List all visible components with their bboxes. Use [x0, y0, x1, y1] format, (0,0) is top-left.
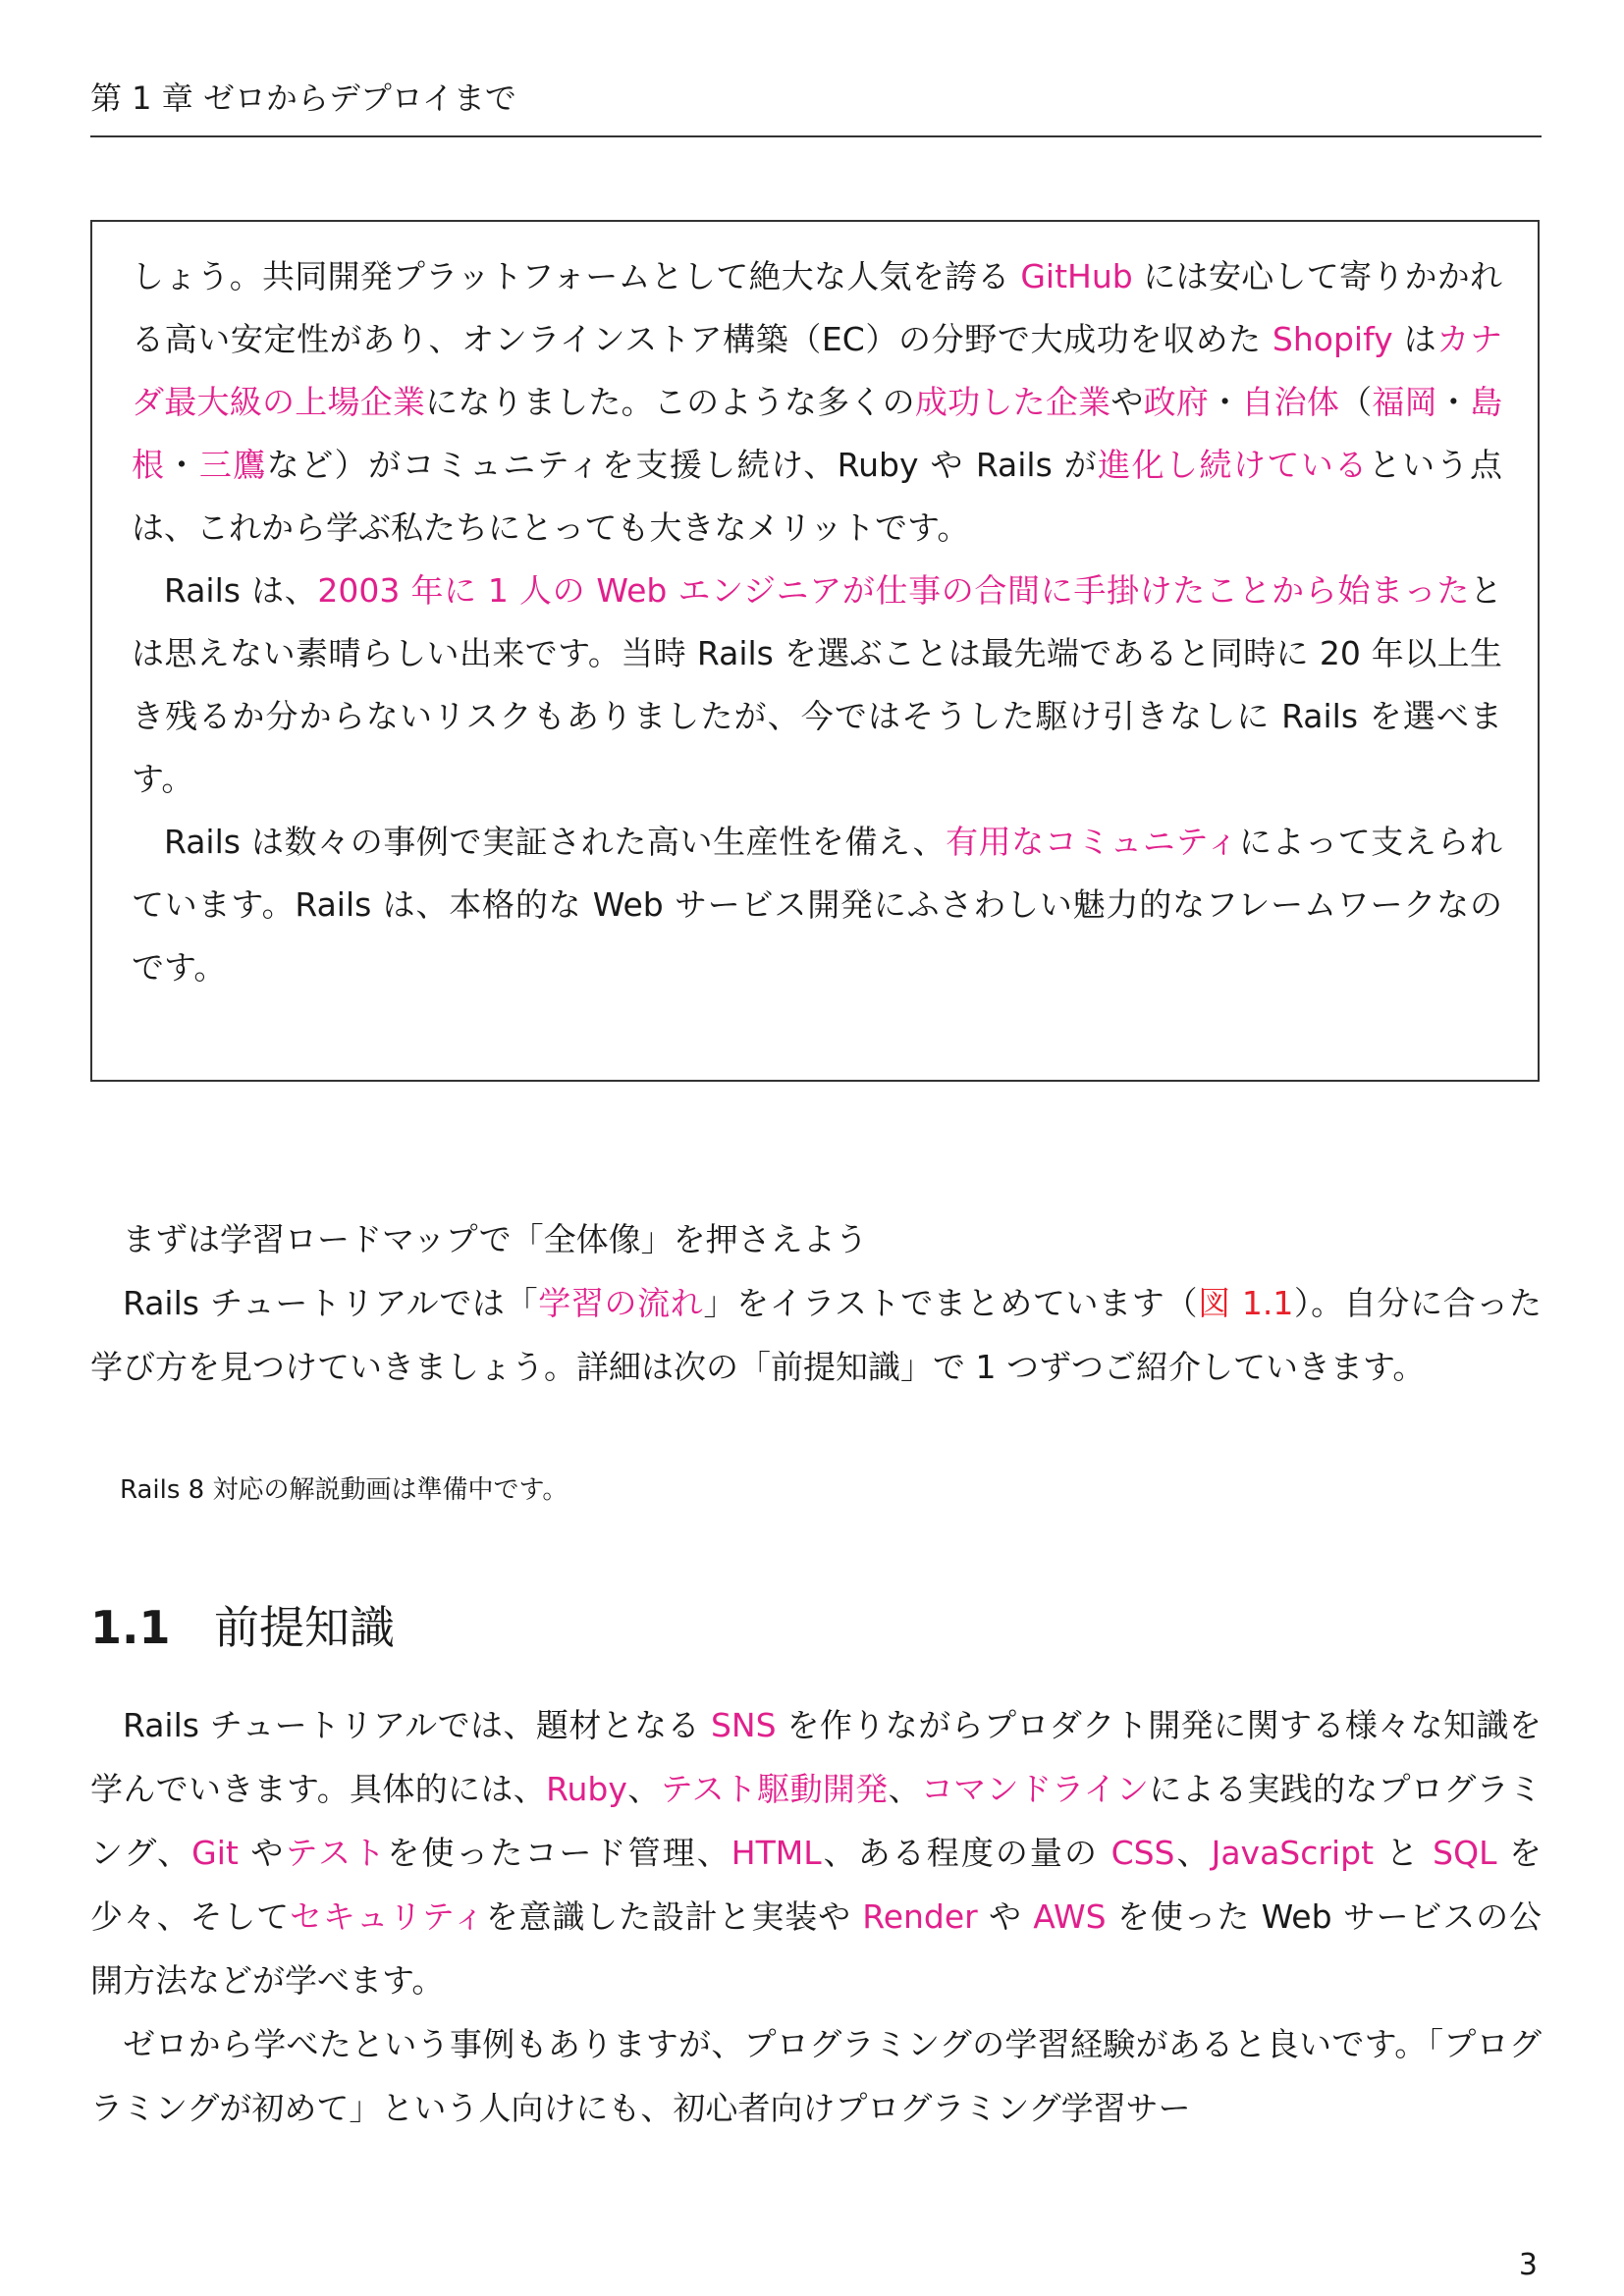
- section-title: 前提知識: [214, 1601, 395, 1654]
- text-link[interactable]: カナダ最大級の上場企業: [132, 320, 1502, 421]
- text-link[interactable]: GitHub: [1020, 257, 1133, 295]
- page-number: 3: [1518, 2248, 1538, 2282]
- boxed-column: [90, 220, 1540, 1082]
- section-body: [90, 1693, 1542, 2140]
- text-run: になりました。このような多くの: [425, 383, 915, 421]
- running-header: 第 1 章 ゼロからデプロイまで: [90, 80, 516, 117]
- text-link[interactable]: コマンドライン: [920, 1770, 1150, 1808]
- section-number: 1.1: [90, 1601, 171, 1654]
- text-link[interactable]: 島根: [132, 383, 1503, 484]
- box-paragraph-1: [132, 245, 1502, 560]
- text-run: という点は、これから学ぶ私たちにとっても大きなメリットです。: [132, 446, 1503, 547]
- text-run: には安心して寄りかかれる高い安定性があり、オンラインストア構築（EC）の分野で大成功を収めた: [132, 257, 1502, 358]
- text-link[interactable]: 成功した企業: [914, 383, 1111, 421]
- text-link[interactable]: 図 1.1: [1198, 1284, 1294, 1322]
- text-run: や: [1110, 383, 1144, 421]
- text-link[interactable]: 進化し続けている: [1098, 446, 1369, 484]
- header-rule: [90, 135, 1542, 137]
- text-run: 、: [626, 1770, 661, 1808]
- text-run: を作りながらプロダクト開発に関する様々な知識を学んでいきます。具体的には、: [90, 1706, 1542, 1808]
- text-run: による実践的なプログラミング、: [90, 1770, 1542, 1872]
- text-run: 、: [888, 1770, 921, 1808]
- text-run: ・: [1209, 383, 1242, 421]
- box-paragraph-2: [132, 560, 1502, 811]
- roadmap-section: [90, 1207, 1542, 1399]
- text-run: 、ある程度の量の: [821, 1834, 1111, 1872]
- text-run: や: [238, 1834, 286, 1872]
- text-run: や: [977, 1897, 1034, 1936]
- text-run: を意識した設計と実装や: [485, 1897, 863, 1936]
- text-run: を使った Web サービスの公開方法などが学べます。: [90, 1897, 1543, 2000]
- text-link[interactable]: JavaScript: [1211, 1834, 1375, 1872]
- section-paragraph-1: [90, 1693, 1542, 2012]
- box-paragraph-3: [132, 811, 1502, 999]
- text-link[interactable]: Render: [862, 1897, 978, 1936]
- roadmap-paragraph: [90, 1271, 1542, 1399]
- text-link[interactable]: 2003 年に 1 人の Web エンジニアが仕事の合間に手掛けたことから始まった: [317, 571, 1470, 610]
- text-run: ）。自分に合った学び方を見つけていきましょう。詳細は次の「前提知識」で 1 つずつご紹介していきます。: [90, 1284, 1543, 1386]
- text-link[interactable]: AWS: [1033, 1897, 1107, 1936]
- text-run: ゼロから学べたという事例もありますが、プログラミングの学習経験があると良いです。「プログラミングが初めて」という人向けにも、初心者向けプログラミング学習サー: [90, 2025, 1542, 2127]
- text-link[interactable]: 三鷹: [198, 446, 267, 484]
- text-link[interactable]: セキュリティ: [290, 1897, 486, 1936]
- text-run: を少々、そして: [90, 1834, 1542, 1936]
- section-heading: [90, 1598, 395, 1657]
- roadmap-heading: まずは学習ロードマップで「全体像」を押さえよう: [123, 1220, 868, 1258]
- text-run: ・: [1436, 383, 1471, 421]
- text-run: しょう。共同開発プラットフォームとして絶大な人気を誇る: [132, 257, 1021, 295]
- text-run: は: [1392, 320, 1437, 358]
- text-link[interactable]: 福岡: [1372, 383, 1437, 421]
- section-paragraph-2: [90, 2012, 1542, 2140]
- text-link[interactable]: Shopify: [1272, 320, 1393, 358]
- text-link[interactable]: テスト駆動開発: [660, 1770, 889, 1808]
- text-link[interactable]: テスト: [285, 1834, 388, 1872]
- text-run: によって支えられています。Rails は、本格的な Web サービス開発にふさわしい魅力的なフレームワークなのです。: [132, 823, 1503, 987]
- text-link[interactable]: SNS: [710, 1706, 777, 1744]
- text-run: Rails は、: [164, 571, 318, 610]
- text-run: と: [1374, 1834, 1434, 1872]
- text-link[interactable]: 自治体: [1241, 383, 1340, 421]
- text-run: Rails チュートリアルでは、題材となる: [123, 1706, 711, 1744]
- text-run: とは思えない素晴らしい出来です。当時 Rails を選ぶことは最先端であると同時に 20 年以上生き残るか分からないリスクもありましたが、今ではそうした駆け引きなしに Rails を選べます。: [132, 571, 1502, 798]
- text-link[interactable]: SQL: [1433, 1834, 1497, 1872]
- text-run: Rails は数々の事例で実証された高い生産性を備え、: [164, 823, 947, 861]
- text-run: （: [1339, 383, 1373, 421]
- text-link[interactable]: CSS: [1110, 1834, 1175, 1872]
- text-run: Rails チュートリアルでは「: [123, 1284, 539, 1322]
- text-link[interactable]: 政府: [1143, 383, 1210, 421]
- text-run: を使ったコード管理、: [387, 1834, 731, 1872]
- text-link[interactable]: 有用なコミュニティ: [946, 823, 1239, 861]
- text-link[interactable]: HTML: [731, 1834, 822, 1872]
- text-link[interactable]: 学習の流れ: [538, 1284, 704, 1322]
- video-note: Rails 8 対応の解説動画は準備中です。: [120, 1475, 568, 1505]
- text-run: 、: [1174, 1834, 1212, 1872]
- text-link[interactable]: Git: [191, 1834, 239, 1872]
- text-run: ・: [165, 446, 199, 484]
- text-link[interactable]: Ruby: [546, 1770, 627, 1808]
- text-run: 」をイラストでまとめています（: [703, 1284, 1199, 1322]
- text-run: など）がコミュニティを支援し続け、Ruby や Rails が: [266, 446, 1099, 484]
